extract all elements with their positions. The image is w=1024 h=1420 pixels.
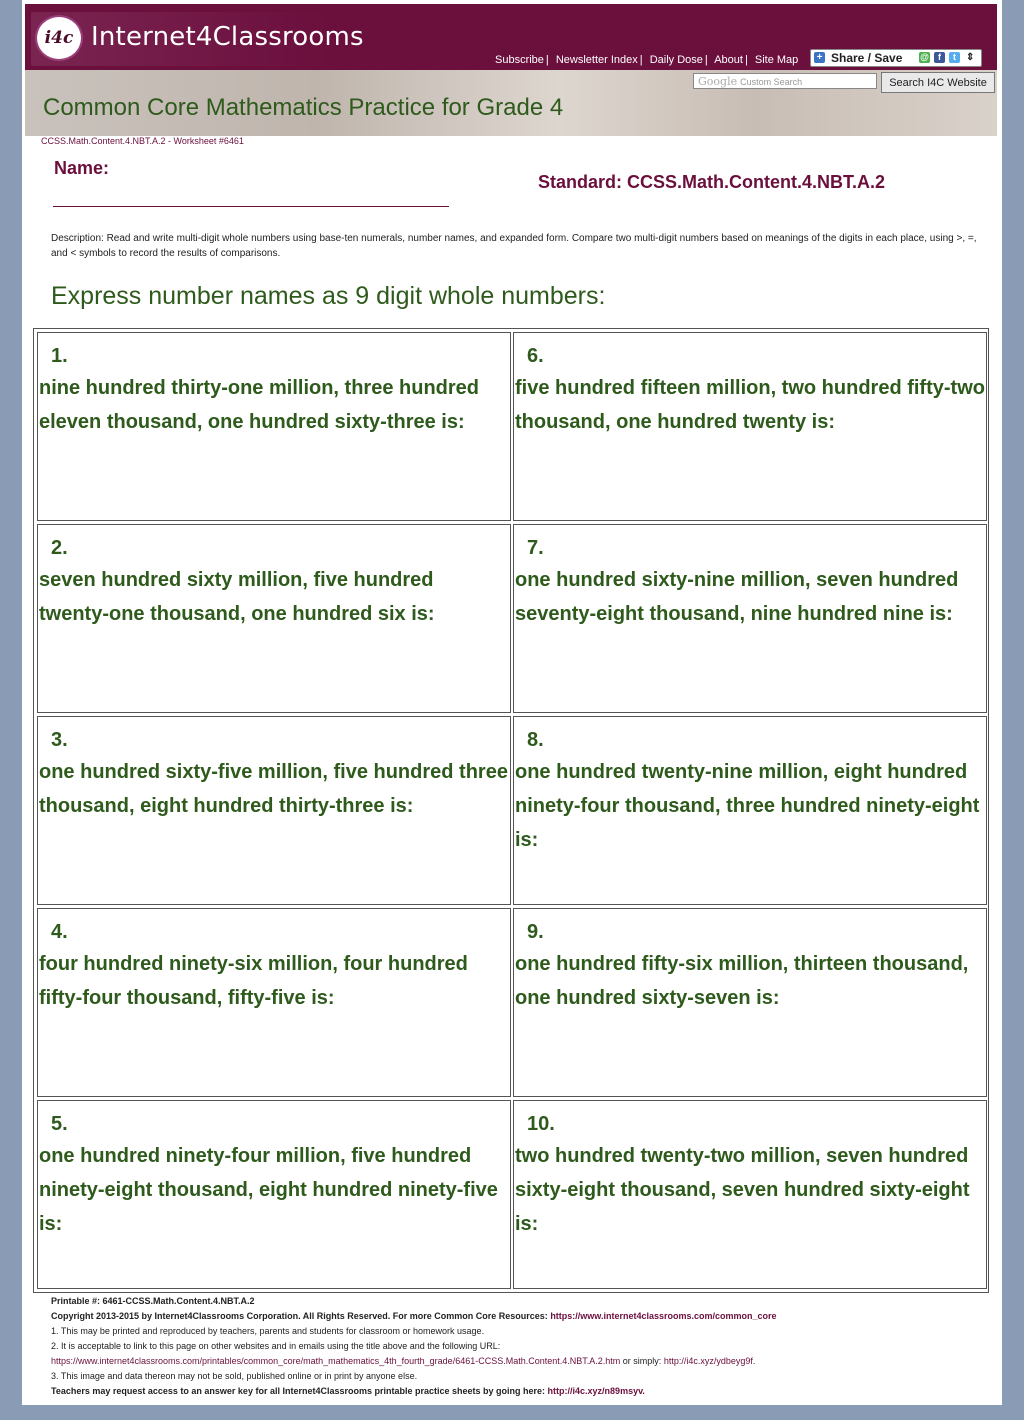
search-button[interactable]: Search I4C Website [881, 72, 995, 93]
question-text: one hundred sixty-nine million, seven hundred seventy-eight thousand, nine hundred nine is: [515, 569, 959, 625]
question-number: 10. [527, 1113, 555, 1135]
question-text: seven hundred sixty million, five hundred twenty-one thousand, one hundred six is: [39, 569, 435, 625]
question-number: 5. [51, 1113, 68, 1135]
question-number: 4. [51, 921, 68, 943]
search-input[interactable] [693, 73, 877, 89]
answer-key-text: Teachers may request access to an answer key for all Internet4Classrooms printable practice sheets by going here: [51, 1386, 546, 1396]
question-grid [33, 328, 989, 1293]
question-text: nine hundred thirty-one million, three hundred eleven thousand, one hundred sixty-three is: [39, 377, 479, 433]
answer-key-link[interactable]: http://i4c.xyz/n89msyv. [547, 1386, 645, 1396]
question-number: 2. [51, 537, 68, 559]
question-cell [37, 524, 511, 713]
question-cell [513, 524, 987, 713]
question-number: 1. [51, 345, 68, 367]
search-placeholder: Custom Search [740, 77, 803, 87]
nav-separator: | [744, 54, 748, 66]
daily-dose-link[interactable]: Daily Dose [649, 54, 703, 66]
top-nav [495, 54, 798, 66]
question-text: one hundred twenty-nine million, eight hundred ninety-four thousand, three hundred ninety-eight is: [515, 761, 980, 851]
question-text: four hundred ninety-six million, four hundred fifty-four thousand, fifty-five is: [39, 953, 468, 1009]
note-2: 2. It is acceptable to link to this page on other websites and in emails using the title above and the following URL: [51, 1341, 501, 1351]
question-cell [37, 908, 511, 1097]
nav-separator: | [545, 54, 549, 66]
logo-mark-icon: i4c [35, 15, 83, 61]
common-core-link[interactable]: https://www.internet4classrooms.com/common_core [550, 1311, 777, 1321]
worksheet-id: CCSS.Math.Content.4.NBT.A.2 - Worksheet #6461 [41, 136, 244, 146]
share-plus-icon: + [814, 52, 825, 63]
page [22, 0, 1002, 1405]
nav-separator: | [639, 54, 643, 66]
note-1: 1. This may be printed and reproduced by teachers, parents and students for classroom or homework usage. [51, 1326, 485, 1336]
short-url-link[interactable]: http://i4c.xyz/ydbeyg9f. [663, 1356, 756, 1366]
logo-text: Internet4Classrooms [91, 22, 364, 52]
chevron-updown-icon[interactable]: ⇕ [966, 52, 975, 63]
facebook-icon[interactable]: f [934, 52, 945, 63]
copyright [51, 1309, 991, 1324]
question-text: five hundred fifteen million, two hundred fifty-two thousand, one hundred twenty is: [515, 377, 985, 433]
question-number: 9. [527, 921, 544, 943]
share-label: Share / Save [831, 51, 903, 65]
question-number: 6. [527, 345, 544, 367]
question-number: 7. [527, 537, 544, 559]
twitter-icon[interactable]: t [949, 52, 960, 63]
banner [25, 70, 997, 136]
question-cell [37, 332, 511, 521]
question-text: one hundred sixty-five million, five hundred three thousand, eight hundred thirty-three is: [39, 761, 508, 817]
copyright-text: Copyright 2013-2015 by Internet4Classrooms Corporation. All Rights Reserved. For more Common Core Resources: [51, 1311, 548, 1321]
newsletter-index-link[interactable]: Newsletter Index [555, 54, 638, 66]
standard-label: Standard: CCSS.Math.Content.4.NBT.A.2 [538, 172, 886, 192]
nav-separator: | [704, 54, 708, 66]
site-header [25, 4, 997, 70]
instructions: Express number names as 9 digit whole numbers: [51, 282, 606, 310]
about-link[interactable]: About [714, 54, 743, 66]
question-cell [37, 1100, 511, 1289]
name-line[interactable] [53, 206, 449, 207]
note-2-mid: or simply: [622, 1356, 662, 1366]
email-share-icon[interactable]: @ [920, 52, 929, 62]
question-text: one hundred fifty-six million, thirteen thousand, one hundred sixty-seven is: [515, 953, 969, 1009]
question-cell [513, 908, 987, 1097]
google-logo: Google [698, 75, 738, 88]
name-label: Name: [54, 158, 110, 178]
note-3: 3. This image and data thereon may not be sold, published online or in print by anyone else. [51, 1371, 418, 1381]
share-save-button[interactable] [810, 49, 982, 67]
description: Description: Read and write multi-digit whole numbers using base-ten numerals, number names, and expanded form. Compare two multi-digit numbers based on meanings of the digits in each place, using >, =, and < symbols to record the results of comparisons. [51, 233, 977, 259]
question-cell [37, 716, 511, 905]
footer [51, 1294, 991, 1399]
site-map-link[interactable]: Site Map [754, 54, 799, 66]
question-cell [513, 1100, 987, 1289]
question-number: 3. [51, 729, 68, 751]
subscribe-link[interactable]: Subscribe [495, 54, 544, 66]
note-2-urls [51, 1354, 991, 1369]
printable-url-link[interactable]: https://www.internet4classrooms.com/printables/common_core/math_mathematics_4th_fourth_grade/6461-CCSS.Math.Content.4.NBT.A.2.htm [51, 1356, 621, 1366]
question-number: 8. [527, 729, 544, 751]
question-cell [513, 716, 987, 905]
page-title: Common Core Mathematics Practice for Grade 4 [43, 94, 564, 121]
question-cell [513, 332, 987, 521]
question-text: two hundred twenty-two million, seven hundred sixty-eight thousand, seven hundred sixty-eight is: [515, 1145, 970, 1235]
answer-key-note [51, 1384, 991, 1399]
question-text: one hundred ninety-four million, five hundred ninety-eight thousand, eight hundred ninety-five is: [39, 1145, 498, 1235]
printable-id: Printable #: 6461-CCSS.Math.Content.4.NBT.A.2 [51, 1296, 255, 1306]
site-logo[interactable] [31, 12, 364, 66]
